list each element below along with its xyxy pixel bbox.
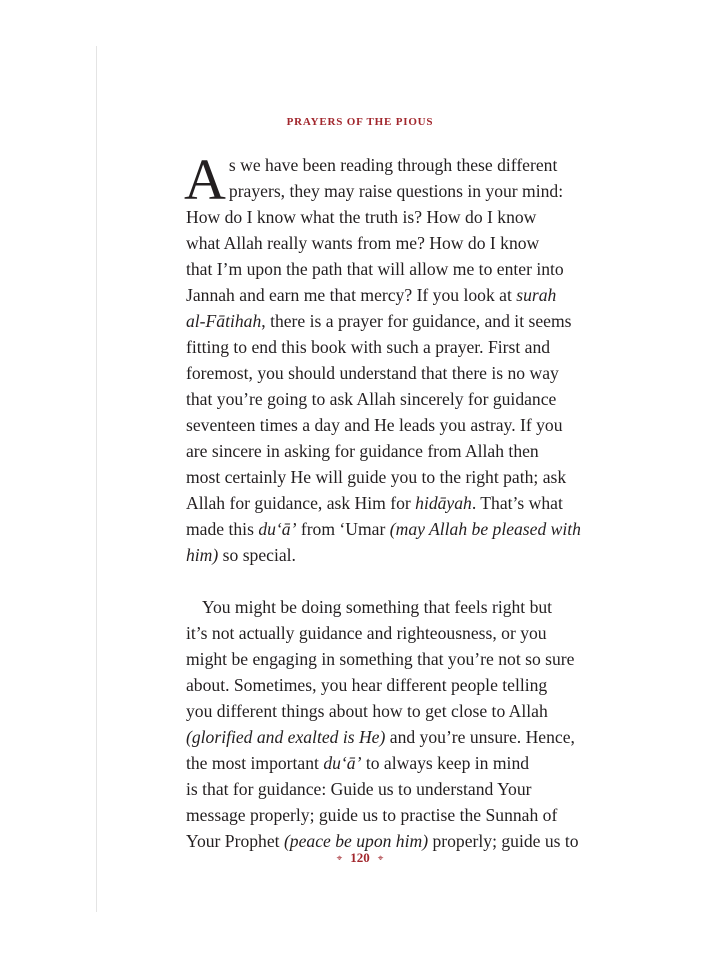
text-line: fitting to end this book with such a prayer. First and — [186, 337, 551, 357]
ornament-icon: ⌖ — [336, 853, 343, 864]
paragraph-1 — [184, 147, 606, 568]
running-header: PRAYERS OF THE PIOUS — [286, 116, 434, 128]
text-line: it’s not actually guidance and righteousness, or you — [186, 623, 547, 643]
text-line: (glorified and exalted is He) and you’re unsure. Hence, — [186, 727, 575, 747]
text-line: are sincere in asking for guidance from Allah then — [186, 441, 539, 461]
text-line: al-Fātihah, there is a prayer for guidance, and it seems — [186, 311, 572, 331]
text-line: s we have been reading through these different — [228, 155, 558, 175]
text-line: might be engaging in something that you’re not so sure — [186, 649, 575, 669]
text-line: You might be doing something that feels right but — [202, 597, 553, 617]
gutter-line — [96, 46, 97, 912]
page-footer — [0, 850, 720, 866]
text-line: Your Prophet (peace be upon him) properly; guide us to — [186, 831, 579, 851]
text-line: message properly; guide us to practise the Sunnah of — [186, 805, 558, 825]
paragraph-gap — [186, 568, 606, 594]
paragraph-2 — [186, 594, 606, 854]
text-line: that you’re going to ask Allah sincerely for guidance — [186, 389, 557, 409]
text-line: about. Sometimes, you hear different people telling — [186, 675, 548, 695]
text-line: the most important du‘ā’ to always keep in mind — [186, 753, 530, 773]
text-line: prayers, they may raise questions in your mind: — [228, 181, 564, 201]
text-line: Allah for guidance, ask Him for hidāyah. That’s what — [186, 493, 563, 513]
text-line: most certainly He will guide you to the right path; ask — [186, 467, 567, 487]
text-line: what Allah really wants from me? How do I know — [186, 233, 540, 253]
text-line: Jannah and earn me that mercy? If you look at surah — [186, 285, 557, 305]
body-text — [184, 147, 606, 854]
text-line: foremost, you should understand that there is no way — [186, 363, 559, 383]
ornament-icon: ⌖ — [377, 853, 384, 864]
drop-cap: A — [184, 147, 226, 212]
text-line: is that for guidance: Guide us to understand Your — [186, 779, 532, 799]
text-line: that I’m upon the path that will allow me to enter into — [186, 259, 564, 279]
text-line: you different things about how to get close to Allah — [186, 701, 548, 721]
text-line: him) so special. — [186, 545, 296, 565]
text-line: seventeen times a day and He leads you astray. If you — [186, 415, 563, 435]
text-line: made this du‘ā’ from ‘Umar (may Allah be pleased with — [186, 519, 581, 539]
page-number: 120 — [350, 850, 370, 865]
text-line: How do I know what the truth is? How do I know — [186, 207, 537, 227]
